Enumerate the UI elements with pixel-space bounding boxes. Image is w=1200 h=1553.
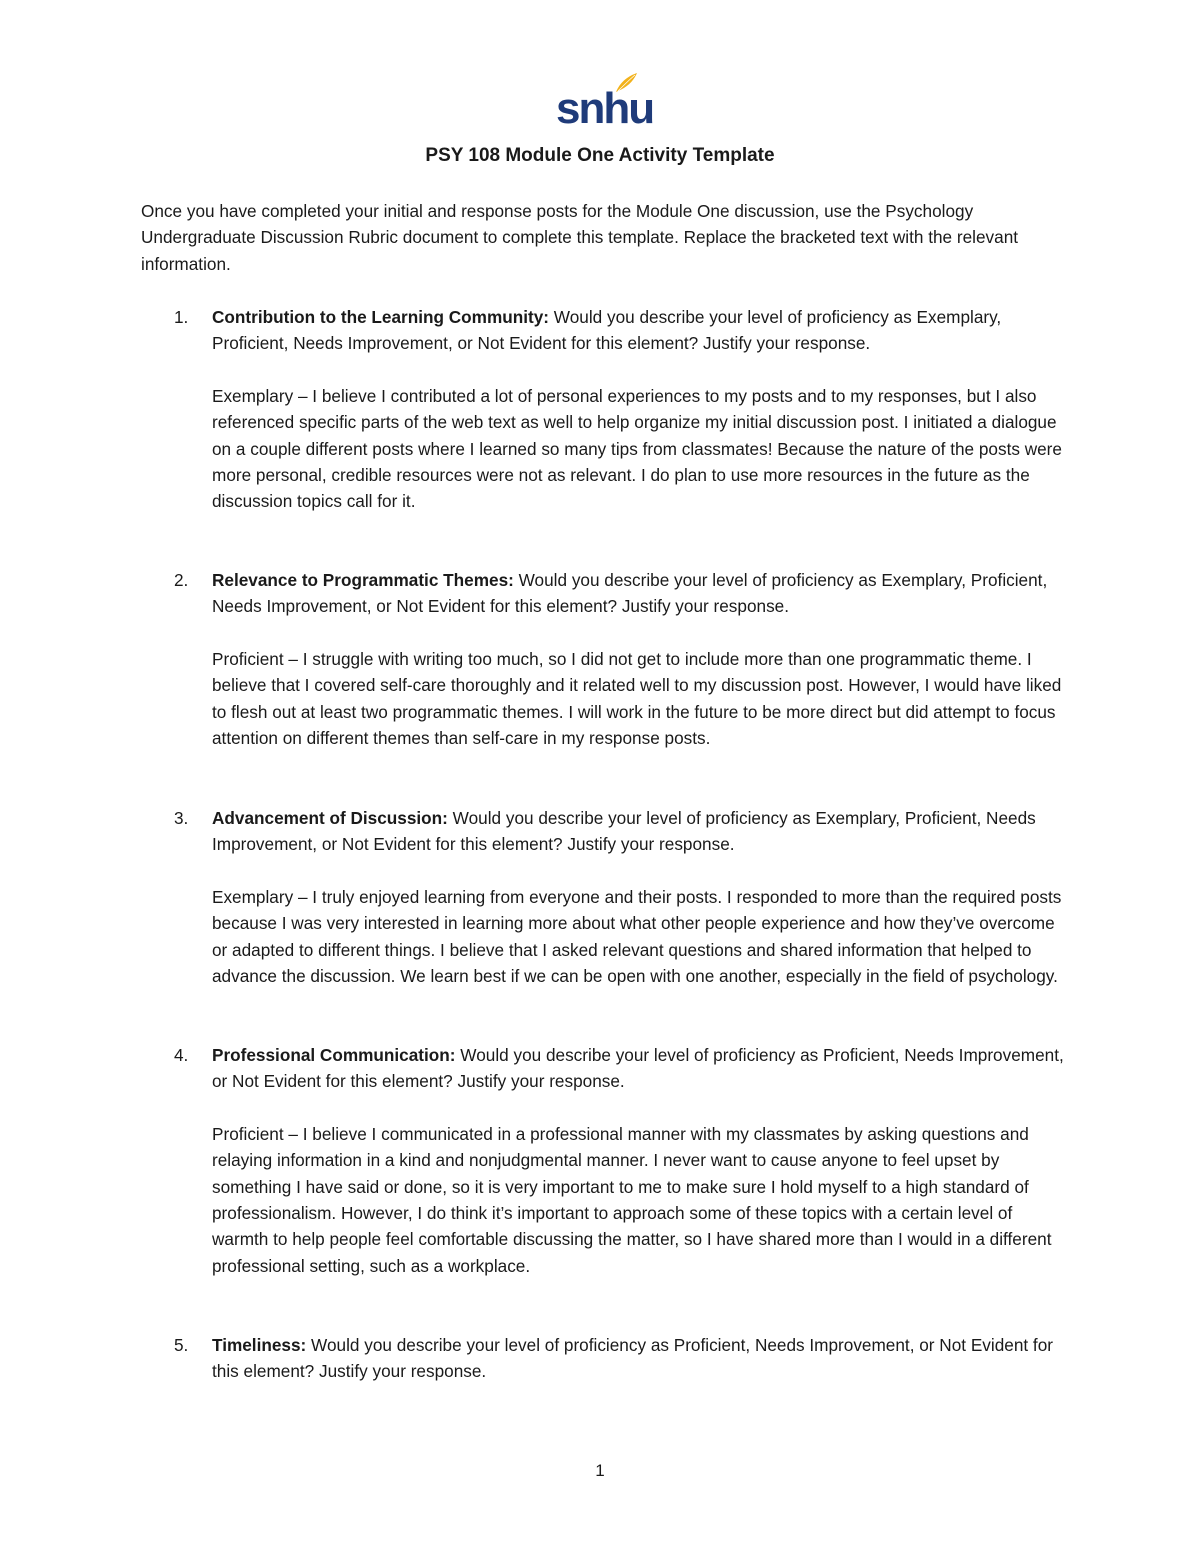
item-question [212,1332,1071,1385]
list-item [141,1332,1071,1385]
list-item [141,567,1071,751]
item-label: Relevance to Programmatic Themes: [212,570,514,590]
item-question [212,1042,1071,1095]
logo-wordmark: snhu [556,84,654,133]
item-label: Advancement of Discussion: [212,808,448,828]
list-item [141,1042,1071,1279]
intro-paragraph: Once you have completed your initial and response posts for the Module One discussion, use the Psychology Undergraduate Discussion Rubric document to complete this template. Replace the bracketed text with the relevant information. [141,201,1019,274]
item-label: Professional Communication: [212,1045,456,1065]
item-question-text: Would you describe your level of proficiency as Exemplary, Proficient, Needs Improvement, or Not Evident for this element? Justify your response. [212,307,1002,354]
item-answer: Exemplary – I believe I contributed a lot of personal experiences to my posts and to my responses, but I also referenced specific parts of the web text as well to help organize my initial discussion post. I initiated a dialogue on a couple different posts where I learned so many tips from classmates! Because the nature of the posts were more personal, credible resources were not as relevant. I do plan to use more resources in the future as the discussion topics call for it. [212,385,1062,512]
item-number: 2. [174,570,189,590]
item-label: Contribution to the Learning Community: [212,307,550,327]
item-question-text: Would you describe your level of proficiency as Proficient, Needs Improvement, or Not Evident for this element? Justify your response. [212,1045,1064,1092]
item-number: 3. [174,808,189,828]
item-question-text: Would you describe your level of proficiency as Proficient, Needs Improvement, or Not Evident for this element? Justify your response. [212,1335,1053,1382]
item-label: Timeliness: [212,1335,307,1355]
item-number: 1. [174,307,189,327]
item-question-text: Would you describe your level of proficiency as Exemplary, Proficient, Needs Improvement, or Not Evident for this element? Justify your response. [212,570,1048,617]
item-question [212,805,1071,858]
list-item [141,304,1071,515]
item-number: 5. [174,1335,189,1355]
item-question [212,567,1071,620]
list-item [141,805,1071,989]
page-title: PSY 108 Module One Activity Template [425,145,775,166]
snhu-logo [556,72,654,134]
item-number: 4. [174,1045,189,1065]
item-answer: Exemplary – I truly enjoyed learning from everyone and their posts. I responded to more than the required posts because I was very interested in learning more about what other people experience and how they’ve overcome or adapted to different things. I believe that I asked relevant questions and shared information that helped to advance the discussion. We learn best if we can be open with one another, especially in the field of psychology. [212,886,1062,987]
item-question [212,304,1071,357]
page-number: 1 [595,1461,605,1480]
item-answer: Proficient – I struggle with writing too much, so I did not get to include more than one programmatic theme. I believe that I covered self-care thoroughly and it related well to my discussion post. However, I would have liked to flesh out at least two programmatic themes. I will work in the future to be more direct but did attempt to focus attention on different themes than self-care in my response posts. [212,648,1062,749]
item-question-text: Would you describe your level of proficiency as Exemplary, Proficient, Needs Improvement, or Not Evident for this element? Justify your response. [212,808,1036,855]
item-answer: Proficient – I believe I communicated in a professional manner with my classmates by asking questions and relaying information in a kind and nonjudgmental manner. I never want to cause anyone to feel upset by something I have said or done, so it is very important to me to make sure I hold myself to a high standard of professionalism. However, I do think it’s important to approach some of these topics with a certain level of warmth to help people feel comfortable discussing the matter, so I have shared more than I would in a different professional setting, such as a workplace. [212,1123,1052,1276]
